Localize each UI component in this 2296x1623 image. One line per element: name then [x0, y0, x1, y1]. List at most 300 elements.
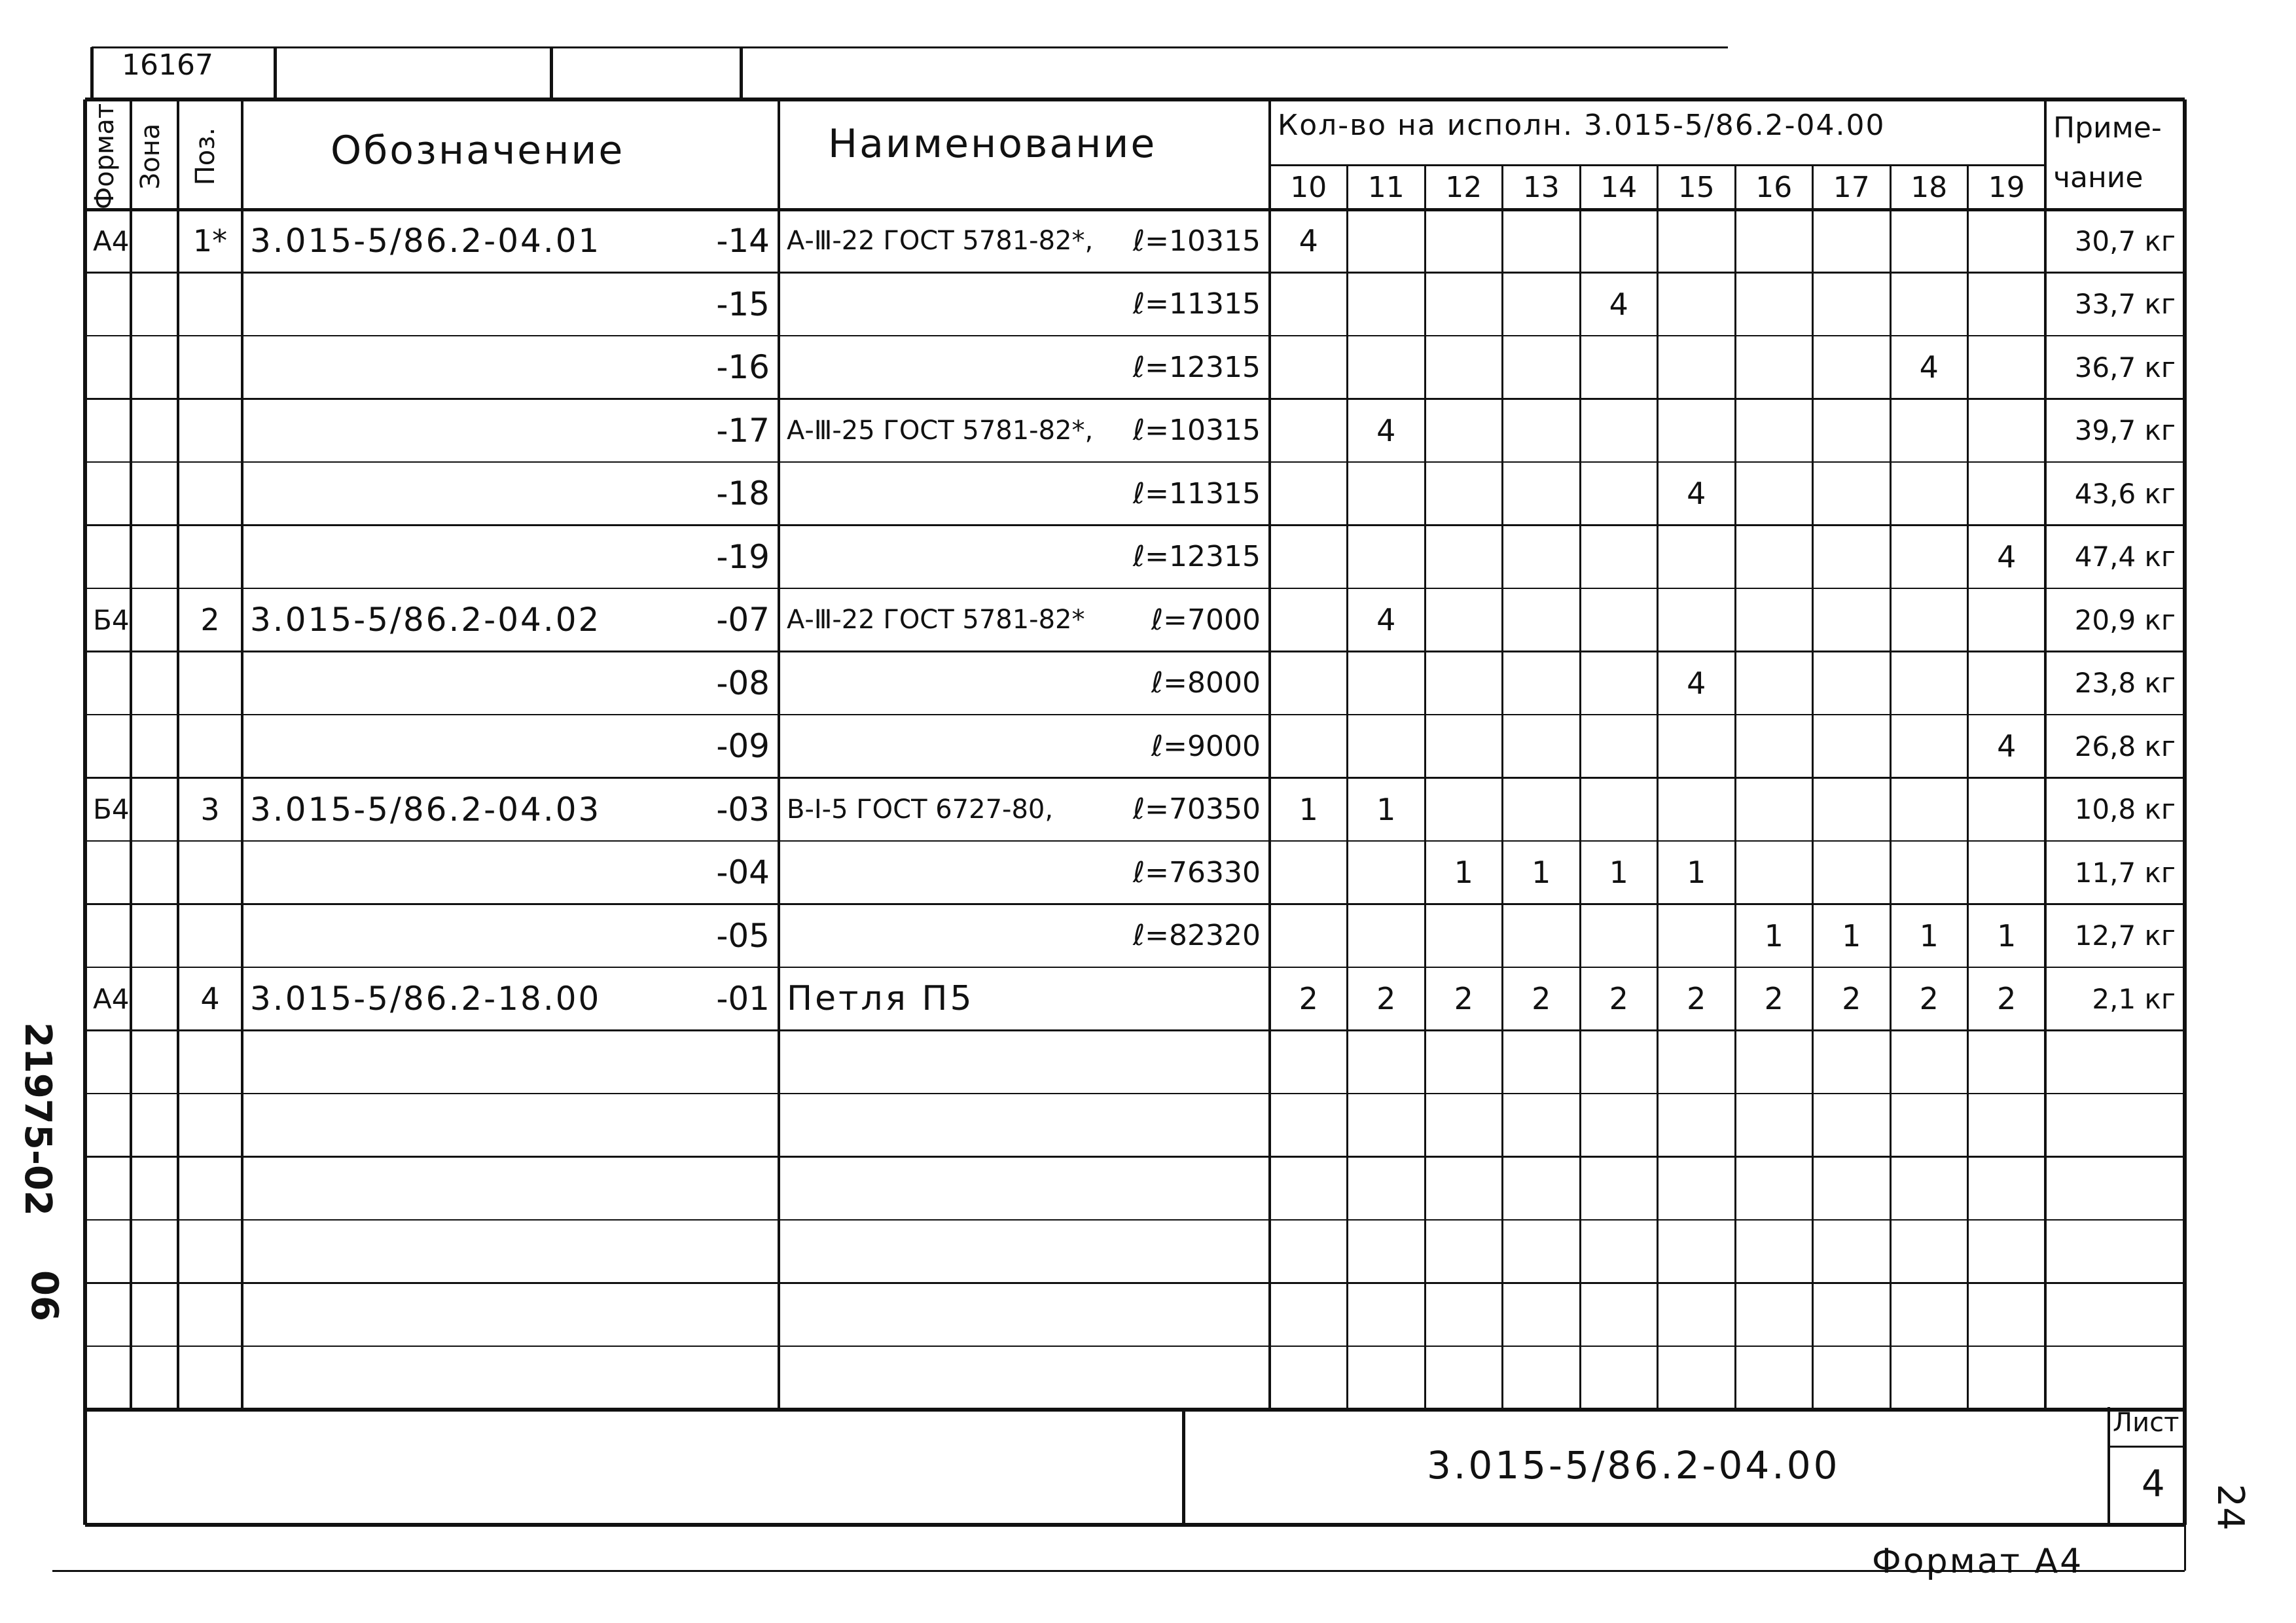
- cell-qty: [1890, 399, 1968, 463]
- cell-designation: [242, 399, 661, 463]
- cell-qty: [1735, 588, 1813, 652]
- cell-zone: [131, 652, 178, 715]
- title-block-divider: [1182, 1410, 1185, 1525]
- cell-qty: [1270, 588, 1348, 652]
- cell-qty: [1890, 588, 1968, 652]
- cell-note: [2045, 1283, 2185, 1347]
- cell-qty: [1425, 715, 1503, 778]
- cell-qty: 2: [1376, 981, 1396, 1017]
- cell-qty: [1425, 588, 1503, 652]
- cell-pos: [178, 1094, 242, 1157]
- cell-qty: [1658, 1031, 1736, 1094]
- cell-designation-suffix: [661, 1220, 779, 1283]
- cell-qty: [1580, 1031, 1658, 1094]
- cell-qty: [1735, 1157, 1813, 1221]
- cell-qty: [1580, 462, 1658, 526]
- cell-format: [85, 273, 131, 336]
- cell-qty: 1: [1609, 855, 1628, 891]
- cell-qty: [1425, 1346, 1503, 1410]
- qty-column-header: 10: [1290, 170, 1327, 204]
- cell-zone: [131, 715, 178, 778]
- cell-note: 12,7 кг: [2074, 919, 2176, 952]
- cell-qty: [1270, 1283, 1348, 1347]
- cell-designation-suffix: -19: [716, 537, 770, 576]
- cell-qty: [1658, 336, 1736, 399]
- sheet-label: Лист: [2113, 1408, 2179, 1438]
- cell-qty: [1735, 778, 1813, 842]
- cell-qty: [1270, 336, 1348, 399]
- cell-name: Петля П5: [787, 979, 975, 1019]
- cell-note: 10,8 кг: [2074, 793, 2176, 826]
- cell-designation: [242, 1283, 661, 1347]
- cell-qty: [1658, 1157, 1736, 1221]
- cell-length: ℓ=10315: [1132, 414, 1261, 448]
- cell-zone: [131, 526, 178, 589]
- sheet-number: 4: [2142, 1463, 2165, 1505]
- cell-qty: [1658, 1346, 1736, 1410]
- cell-qty: [1580, 715, 1658, 778]
- cell-length: [1067, 1220, 1270, 1283]
- cell-qty: [1813, 1157, 1891, 1221]
- cell-designation: [242, 1094, 661, 1157]
- cell-designation-suffix: [661, 1031, 779, 1094]
- cell-designation: [242, 1346, 661, 1410]
- cell-zone: [131, 336, 178, 399]
- cell-pos: [178, 462, 242, 526]
- cell-qty: [1348, 462, 1426, 526]
- cell-length: [1067, 1157, 1270, 1221]
- top-strip-line: [92, 46, 1728, 48]
- cell-qty: [1270, 1031, 1348, 1094]
- cell-zone: [131, 209, 178, 273]
- cell-pos: [178, 715, 242, 778]
- cell-designation-suffix: -03: [716, 790, 770, 829]
- cell-qty: 1: [1842, 918, 1861, 954]
- cell-pos: [178, 336, 242, 399]
- header-note-2: чание: [2053, 161, 2144, 194]
- footer-format: Формат А4: [1872, 1542, 2084, 1581]
- cell-format: [85, 1031, 131, 1094]
- cell-length: ℓ=12315: [1132, 540, 1261, 574]
- cell-designation: [242, 462, 661, 526]
- cell-note: 2,1 кг: [2092, 982, 2176, 1015]
- cell-note: 39,7 кг: [2074, 414, 2176, 447]
- cell-qty: 4: [1376, 412, 1396, 448]
- cell-qty: [1968, 1346, 2046, 1410]
- cell-qty: [1503, 778, 1581, 842]
- cell-designation: [242, 841, 661, 904]
- cell-qty: [1270, 526, 1348, 589]
- top-strip-divider: [274, 47, 277, 99]
- cell-format: [85, 399, 131, 463]
- cell-pos: [178, 841, 242, 904]
- cell-qty: [1813, 588, 1891, 652]
- cell-qty: [1813, 209, 1891, 273]
- cell-qty: [1658, 715, 1736, 778]
- cell-qty: 1: [1764, 918, 1784, 954]
- cell-format: Б4: [93, 793, 130, 826]
- cell-qty: [1425, 336, 1503, 399]
- cell-name: В-Ⅰ-5 ГОСТ 6727-80,: [787, 794, 1054, 825]
- cell-qty: 4: [1997, 728, 2017, 764]
- top-strip-code: 16167: [122, 48, 213, 82]
- cell-qty: [1968, 1031, 2046, 1094]
- cell-qty: [1890, 778, 1968, 842]
- cell-qty: [1348, 1283, 1426, 1347]
- cell-qty: [1890, 1220, 1968, 1283]
- cell-designation-suffix: -08: [716, 664, 770, 702]
- cell-qty: [1658, 904, 1736, 968]
- cell-note: [2045, 1031, 2185, 1094]
- cell-zone: [131, 1031, 178, 1094]
- cell-zone: [131, 1157, 178, 1221]
- cell-qty: [1658, 273, 1736, 336]
- cell-qty: [1425, 904, 1503, 968]
- cell-pos: [178, 1283, 242, 1347]
- header-format: Формат: [90, 103, 120, 210]
- side-stamp-number: 21975-02: [16, 1022, 59, 1216]
- cell-qty: 4: [1609, 286, 1628, 322]
- cell-pos: [178, 273, 242, 336]
- cell-qty: [1425, 399, 1503, 463]
- cell-format: [85, 1094, 131, 1157]
- qty-column-header: 17: [1833, 170, 1870, 204]
- cell-qty: 4: [1919, 349, 1939, 385]
- cell-qty: 1: [1997, 918, 2017, 954]
- cell-name: А-Ⅲ-25 ГОСТ 5781-82*,: [787, 415, 1094, 446]
- cell-qty: [1968, 652, 2046, 715]
- cell-qty: 2: [1997, 981, 2017, 1017]
- cell-qty: [1735, 462, 1813, 526]
- cell-format: [85, 841, 131, 904]
- cell-qty: [1813, 715, 1891, 778]
- cell-qty: [1658, 399, 1736, 463]
- cell-qty: [1425, 778, 1503, 842]
- cell-length: ℓ=10315: [1132, 224, 1261, 258]
- cell-qty: [1735, 1283, 1813, 1347]
- cell-qty: [1813, 841, 1891, 904]
- cell-designation-suffix: -14: [716, 222, 770, 260]
- qty-column-header: 15: [1677, 170, 1715, 204]
- header-zone: Зона: [135, 123, 166, 190]
- cell-qty: 2: [1609, 981, 1628, 1017]
- cell-length: ℓ=8000: [1151, 666, 1261, 700]
- cell-pos: [178, 1220, 242, 1283]
- cell-format: [85, 526, 131, 589]
- cell-pos: [178, 1031, 242, 1094]
- cell-qty: [1425, 526, 1503, 589]
- cell-qty: [1348, 1031, 1426, 1094]
- cell-qty: [1270, 904, 1348, 968]
- cell-format: [85, 652, 131, 715]
- cell-qty: 1: [1454, 855, 1473, 891]
- sheet-box-left: [2108, 1407, 2110, 1525]
- cell-qty: [1890, 1283, 1968, 1347]
- cell-note: [2045, 1157, 2185, 1221]
- cell-length: ℓ=76330: [1132, 855, 1261, 889]
- cell-qty: [1735, 273, 1813, 336]
- header-note-1: Приме-: [2053, 111, 2162, 145]
- cell-note: 47,4 кг: [2074, 541, 2176, 573]
- cell-note: 36,7 кг: [2074, 351, 2176, 383]
- title-block-designation: 3.015-5/86.2-04.00: [1427, 1443, 1840, 1488]
- cell-designation-suffix: -17: [716, 411, 770, 450]
- cell-designation-suffix: [661, 1157, 779, 1221]
- cell-qty: [1348, 273, 1426, 336]
- cell-qty: [1270, 1094, 1348, 1157]
- cell-designation: [242, 904, 661, 968]
- cell-note: 30,7 кг: [2074, 224, 2176, 257]
- cell-qty: [1735, 526, 1813, 589]
- cell-designation: 3.015-5/86.2-04.01: [250, 222, 601, 260]
- cell-length: ℓ=11315: [1132, 287, 1261, 321]
- cell-qty: 4: [1997, 539, 2017, 575]
- cell-zone: [131, 1283, 178, 1347]
- cell-format: [85, 1283, 131, 1347]
- cell-qty: [1658, 588, 1736, 652]
- cell-qty: [1813, 462, 1891, 526]
- cell-note: 43,6 кг: [2074, 477, 2176, 510]
- cell-note: [2045, 1094, 2185, 1157]
- cell-format: [85, 1220, 131, 1283]
- cell-qty: [1348, 209, 1426, 273]
- cell-qty: [1425, 1157, 1503, 1221]
- cell-note: 20,9 кг: [2074, 603, 2176, 636]
- cell-length: ℓ=9000: [1151, 729, 1261, 763]
- cell-zone: [131, 1094, 178, 1157]
- cell-qty: [1503, 399, 1581, 463]
- cell-qty: [1580, 652, 1658, 715]
- cell-zone: [131, 967, 178, 1031]
- cell-qty: [1813, 1346, 1891, 1410]
- cell-qty: 4: [1687, 476, 1706, 512]
- cell-qty: [1658, 209, 1736, 273]
- cell-qty: [1425, 1220, 1503, 1283]
- side-stamp-tag: 06: [23, 1270, 65, 1321]
- cell-qty: [1890, 1157, 1968, 1221]
- cell-qty: 4: [1299, 223, 1318, 259]
- cell-pos: [178, 526, 242, 589]
- cell-zone: [131, 273, 178, 336]
- cell-qty: [1270, 715, 1348, 778]
- cell-qty: [1735, 652, 1813, 715]
- cell-qty: [1658, 1220, 1736, 1283]
- cell-qty: [1658, 1094, 1736, 1157]
- cell-designation-suffix: -04: [716, 853, 770, 892]
- cell-length: [1067, 1031, 1270, 1094]
- cell-qty: [1503, 273, 1581, 336]
- cell-qty: 1: [1376, 791, 1396, 827]
- cell-length: ℓ=70350: [1132, 793, 1261, 827]
- cell-designation-suffix: -01: [716, 980, 770, 1018]
- cell-zone: [131, 462, 178, 526]
- cell-note: 23,8 кг: [2074, 667, 2176, 700]
- cell-qty: 2: [1919, 981, 1939, 1017]
- cell-designation: [242, 336, 661, 399]
- cell-designation-suffix: -05: [716, 916, 770, 955]
- cell-designation-suffix: -15: [716, 285, 770, 323]
- cell-qty: [1968, 778, 2046, 842]
- cell-zone: [131, 904, 178, 968]
- cell-designation-suffix: -07: [716, 601, 770, 639]
- cell-designation: 3.015-5/86.2-18.00: [250, 980, 601, 1018]
- cell-qty: [1735, 715, 1813, 778]
- cell-qty: 4: [1376, 602, 1396, 638]
- cell-qty: [1348, 1094, 1426, 1157]
- qty-column-header: 11: [1367, 170, 1405, 204]
- cell-qty: [1890, 1031, 1968, 1094]
- header-designation: Обозначение: [331, 128, 625, 173]
- cell-qty: [1425, 652, 1503, 715]
- cell-qty: [1813, 399, 1891, 463]
- cell-qty: [1348, 652, 1426, 715]
- cell-qty: [1580, 526, 1658, 589]
- cell-zone: [131, 841, 178, 904]
- cell-note: [2045, 1346, 2185, 1410]
- qty-column-header: 19: [1988, 170, 2025, 204]
- cell-qty: [1813, 336, 1891, 399]
- cell-pos: 1*: [192, 223, 228, 259]
- cell-format: [85, 1157, 131, 1221]
- cell-qty: [1270, 273, 1348, 336]
- cell-qty: [1813, 526, 1891, 589]
- cell-qty: [1425, 462, 1503, 526]
- top-strip-divider: [740, 47, 743, 99]
- cell-qty: [1503, 588, 1581, 652]
- cell-length: ℓ=11315: [1132, 476, 1261, 510]
- cell-qty: 2: [1687, 981, 1706, 1017]
- cell-qty: [1348, 1346, 1426, 1410]
- cell-qty: [1270, 652, 1348, 715]
- cell-format: [85, 336, 131, 399]
- cell-qty: [1813, 1283, 1891, 1347]
- qty-column-header: 13: [1522, 170, 1560, 204]
- cell-qty: [1968, 209, 2046, 273]
- cell-qty: [1968, 336, 2046, 399]
- cell-designation-suffix: -18: [716, 474, 770, 513]
- cell-qty: [1890, 273, 1968, 336]
- cell-qty: [1503, 904, 1581, 968]
- cell-qty: 2: [1764, 981, 1784, 1017]
- cell-qty: [1735, 841, 1813, 904]
- cell-qty: [1735, 1031, 1813, 1094]
- cell-qty: [1503, 209, 1581, 273]
- cell-format: А4: [93, 982, 130, 1015]
- cell-length: [1067, 1094, 1270, 1157]
- cell-qty: [1968, 1157, 2046, 1221]
- cell-qty: [1580, 588, 1658, 652]
- cell-qty: [1503, 526, 1581, 589]
- cell-length: [1067, 1283, 1270, 1347]
- cell-qty: [1890, 715, 1968, 778]
- cell-qty: [1658, 778, 1736, 842]
- cell-format: А4: [93, 224, 130, 257]
- cell-designation-suffix: [661, 1283, 779, 1347]
- cell-qty: [1580, 1346, 1658, 1410]
- cell-designation-suffix: -09: [716, 727, 770, 766]
- cell-designation-suffix: [661, 1094, 779, 1157]
- cell-name: А-Ⅲ-22 ГОСТ 5781-82*: [787, 605, 1085, 635]
- cell-qty: 2: [1532, 981, 1551, 1017]
- cell-qty: 1: [1532, 855, 1551, 891]
- qty-column-header: 14: [1600, 170, 1638, 204]
- cell-qty: [1580, 1094, 1658, 1157]
- corner-page-number: 24: [2209, 1484, 2251, 1531]
- cell-qty: [1503, 1031, 1581, 1094]
- cell-zone: [131, 399, 178, 463]
- cell-designation-suffix: -16: [716, 348, 770, 387]
- cell-qty: [1890, 462, 1968, 526]
- cell-qty: [1968, 588, 2046, 652]
- cell-length: [1067, 967, 1270, 1031]
- cell-qty: 2: [1454, 981, 1473, 1017]
- cell-pos: 2: [200, 602, 220, 638]
- cell-qty: [1580, 336, 1658, 399]
- cell-qty: [1735, 336, 1813, 399]
- footer-line: [52, 1570, 2185, 1572]
- cell-zone: [131, 1346, 178, 1410]
- cell-qty: 1: [1687, 855, 1706, 891]
- sheet-box-split: [2109, 1446, 2185, 1448]
- cell-note: 33,7 кг: [2074, 288, 2176, 321]
- cell-format: [85, 462, 131, 526]
- cell-designation: 3.015-5/86.2-04.02: [250, 601, 601, 639]
- cell-qty: [1503, 652, 1581, 715]
- cell-pos: [178, 652, 242, 715]
- cell-qty: [1890, 652, 1968, 715]
- cell-designation: [242, 652, 661, 715]
- cell-qty: [1270, 1346, 1348, 1410]
- cell-qty: [1735, 209, 1813, 273]
- cell-qty: 4: [1687, 665, 1706, 701]
- cell-qty: [1968, 1094, 2046, 1157]
- cell-qty: [1735, 1346, 1813, 1410]
- cell-qty: [1348, 526, 1426, 589]
- frame-top: [85, 98, 2185, 101]
- cell-qty: [1503, 1094, 1581, 1157]
- cell-format: Б4: [93, 603, 130, 636]
- cell-designation: [242, 1031, 661, 1094]
- cell-qty: [1270, 462, 1348, 526]
- cell-qty: [1735, 1220, 1813, 1283]
- cell-note: 11,7 кг: [2074, 856, 2176, 889]
- qty-column-header: 12: [1445, 170, 1482, 204]
- cell-qty: [1968, 273, 2046, 336]
- cell-designation: [242, 1157, 661, 1221]
- qty-column-header: 16: [1755, 170, 1793, 204]
- cell-pos: 4: [200, 981, 220, 1017]
- cell-qty: [1580, 1220, 1658, 1283]
- cell-qty: [1890, 1094, 1968, 1157]
- cell-qty: [1425, 273, 1503, 336]
- cell-qty: 1: [1919, 918, 1939, 954]
- cell-qty: [1658, 1283, 1736, 1347]
- cell-length: ℓ=12315: [1132, 350, 1261, 384]
- cell-qty: [1813, 1220, 1891, 1283]
- cell-qty: [1890, 526, 1968, 589]
- cell-qty: [1270, 1157, 1348, 1221]
- cell-qty: [1503, 1283, 1581, 1347]
- cell-qty: [1735, 399, 1813, 463]
- cell-designation: [242, 526, 661, 589]
- cell-qty: 1: [1299, 791, 1318, 827]
- cell-qty: [1813, 778, 1891, 842]
- cell-qty: [1580, 904, 1658, 968]
- cell-qty: [1735, 1094, 1813, 1157]
- cell-qty: [1503, 715, 1581, 778]
- cell-qty: [1813, 652, 1891, 715]
- cell-qty: [1968, 399, 2046, 463]
